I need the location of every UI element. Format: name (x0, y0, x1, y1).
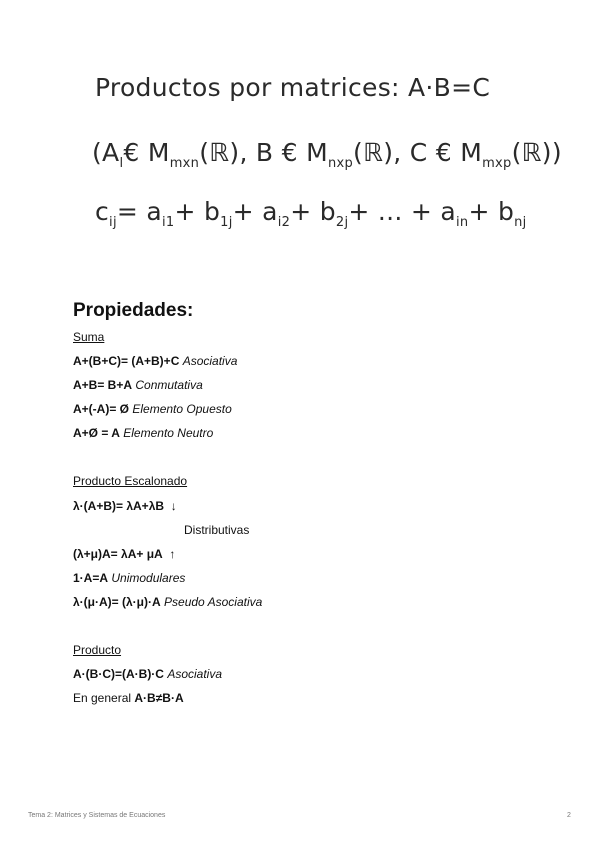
suma-row (73, 426, 213, 440)
producto-row (73, 667, 222, 681)
hw-a-msub: mxn (169, 156, 200, 171)
producto-prefix: En general (73, 691, 132, 705)
hw3-c: c (95, 197, 110, 226)
hw3-a1-sub: i1 (162, 215, 175, 230)
producto-row (73, 691, 184, 705)
escalonado-expr: (λ+μ)A= λA+ μA (73, 547, 163, 561)
hw3-bn-sub: nj (514, 215, 527, 230)
hw-c-msub: mxp (482, 156, 512, 171)
hw3-plus4: + b (468, 197, 515, 226)
suma-row (73, 354, 237, 368)
suma-row (73, 378, 203, 392)
escalonado-row (73, 571, 185, 585)
escalonado-name: Unimodulares (111, 571, 186, 585)
producto-expr: A·B≠B·A (134, 691, 184, 705)
suma-title: Suma (73, 330, 105, 344)
hw3-a2-sub: i2 (277, 215, 291, 230)
escalonado-row (73, 499, 177, 513)
distributivas-label: Distributivas (184, 523, 250, 537)
escalonado-title: Producto Escalonado (73, 474, 188, 488)
arrow-down-icon: ↓ (170, 499, 177, 513)
hw-a: (A (92, 138, 120, 167)
hw3-mid: + ... + a (348, 197, 457, 226)
suma-name: Elemento Opuesto (132, 402, 232, 416)
hw-c: , C € M (393, 138, 483, 167)
handwritten-formula-line (95, 197, 527, 230)
escalonado-expr: 1·A=A (73, 571, 109, 585)
hw3-c-sub: ij (109, 215, 117, 230)
page-number: 2 (567, 812, 571, 819)
escalonado-expr: λ·(μ·A)= (λ·μ)·A (73, 595, 161, 609)
hw3-eq: = a (116, 197, 162, 226)
hw3-plus3: + b (290, 197, 336, 226)
escalonado-row (73, 547, 175, 561)
hw-b: , B € M (239, 138, 328, 167)
suma-name: Conmutativa (135, 378, 203, 392)
hw-a-r: (ℝ) (199, 138, 240, 167)
hw-a-in: € M (123, 138, 170, 167)
suma-name: Elemento Neutro (123, 426, 214, 440)
hw3-plus1: + b (174, 197, 221, 226)
escalonado-name: Pseudo Asociativa (164, 595, 263, 609)
suma-row (73, 402, 232, 416)
arrow-up-icon: ↑ (169, 547, 176, 561)
handwritten-title: Productos por matrices: A·B=C (95, 73, 491, 102)
hw3-plus2: + a (232, 197, 278, 226)
footer-title: Tema 2: Matrices y Sistemas de Ecuaciones (28, 812, 166, 819)
section-heading: Propiedades: (73, 300, 194, 321)
suma-name: Asociativa (182, 354, 238, 368)
hw3-b1-sub: 1j (220, 215, 233, 230)
hw3-an-sub: in (456, 215, 469, 230)
hw-c-r: (ℝ)) (511, 138, 562, 167)
escalonado-row (73, 595, 262, 609)
hw3-b2-sub: 2j (335, 215, 349, 230)
suma-expr: A+Ø = A (73, 426, 120, 440)
escalonado-expr: λ·(A+B)= λA+λB (73, 499, 165, 513)
suma-expr: A+(B+C)= (A+B)+C (73, 354, 180, 368)
producto-expr: A·(B·C)=(A·B)·C (73, 667, 164, 681)
hw-b-msub: nxp (327, 156, 354, 171)
suma-expr: A+(-A)= Ø (73, 402, 130, 416)
hw-b-r: (ℝ) (353, 138, 394, 167)
producto-title: Producto (73, 643, 122, 657)
handwritten-membership-line (92, 138, 562, 171)
hw-a-sub: l (119, 156, 124, 171)
suma-expr: A+B= B+A (73, 378, 133, 392)
producto-name: Asociativa (167, 667, 223, 681)
